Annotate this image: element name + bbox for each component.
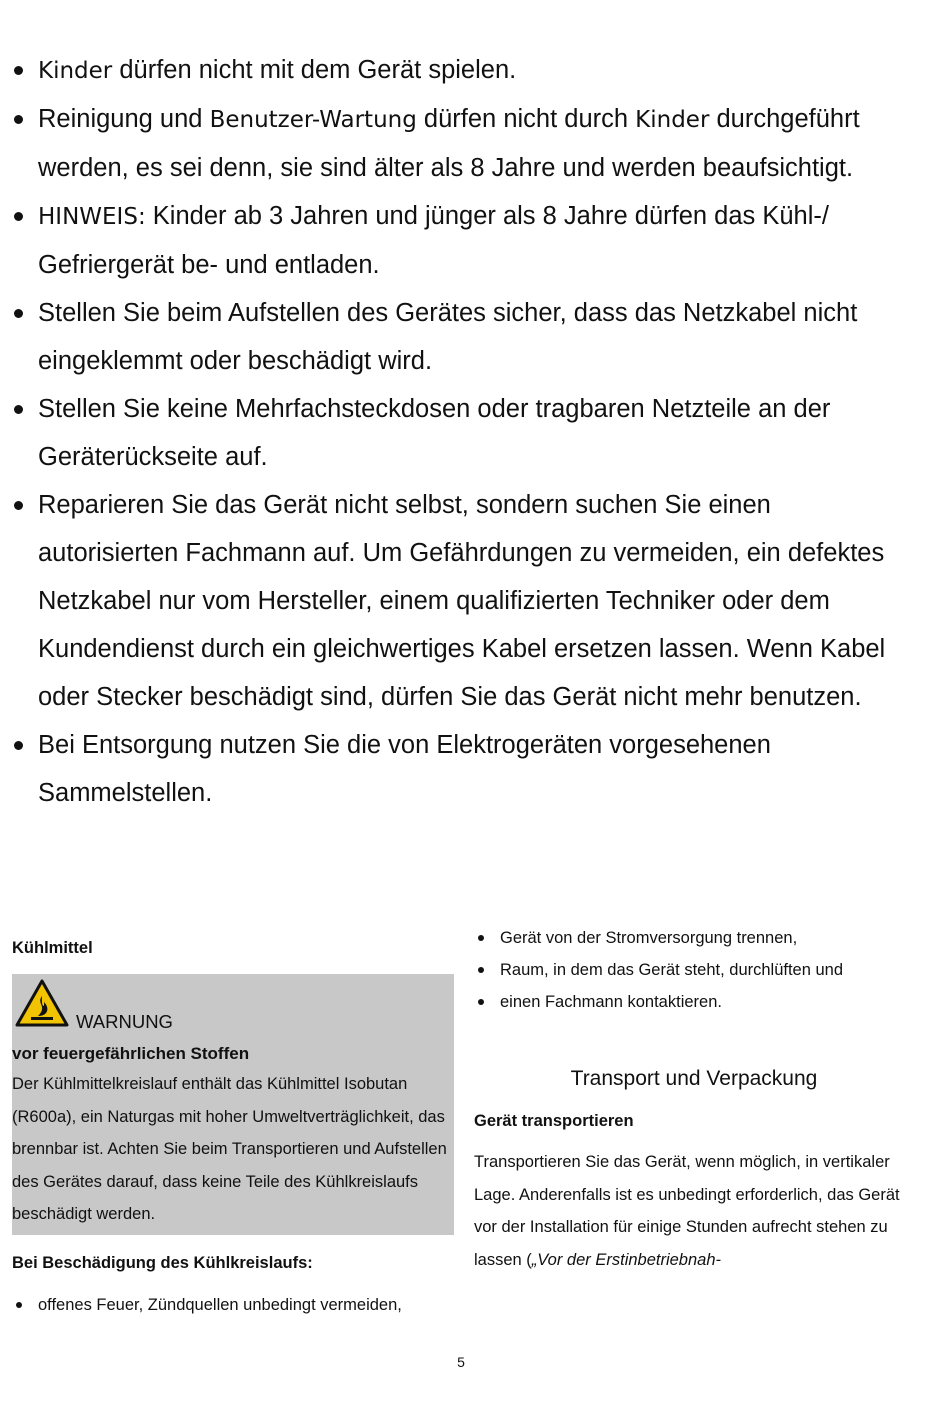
warning-subtitle: vor feuergefährlichen Stoffen [12, 1044, 250, 1063]
list-item-text: durchgeführt werden, es sei denn, sie sind älter als 8 Jahre und werden beaufsichtigt. [38, 105, 860, 182]
list-item-text: Kinder ab 3 Jahren und jünger als 8 Jahre dürfen das Kühl-/ Gefriergerät be- und entladen. [38, 202, 829, 279]
list-item [0, 721, 908, 817]
damage-heading: Bei Beschädigung des Kühlkreislaufs: [12, 1253, 313, 1272]
warning-text: Der Kühlmittelkreislauf enthält das Kühlmittel Isobutan (R600a), ein Naturgas mit hoher Umweltverträglichkeit, das brennbar ist. Achten Sie beim Transportieren und Aufstellen des Gerätes darauf, dass keine Teile des Kühlkreislaufs beschädigt werden. [12, 1075, 447, 1223]
keyword: HINWEIS: [38, 204, 146, 230]
list-item: Raum, in dem das Gerät steht, durchlüften und [474, 954, 914, 986]
refrigerant-section [12, 936, 452, 1321]
warning-box [12, 974, 454, 1235]
sub-heading: Gerät transportieren [474, 1112, 634, 1130]
list-item-text: dürfen nicht mit dem Gerät spielen. [112, 56, 517, 84]
list-item-text: Reparieren Sie das Gerät nicht selbst, sondern suchen Sie einen autorisierten Fachmann auf. Um Gefährdungen zu vermeiden, ein defektes Netzkabel nur vom Hersteller, einem qualifizierten Techniker oder dem Kundendienst durch ein gleichwertiges Kabel ersetzen lassen. Wenn Kabel oder Stecker beschädigt sind, dürfen Sie das Gerät nicht mehr benutzen. [38, 491, 886, 711]
list-item: einen Fachmann kontaktieren. [474, 986, 914, 1018]
section-heading: Kühlmittel [12, 939, 93, 957]
warning-header [12, 978, 452, 1036]
list-item [0, 95, 908, 192]
transport-text-reference: „Vor der Erstinbetriebnah- [531, 1250, 722, 1269]
list-item-text: Stellen Sie keine Mehrfachsteckdosen oder tragbaren Netzteile an der Geräterückseite auf. [38, 395, 831, 471]
safety-instructions-list [0, 46, 950, 817]
transport-text [474, 1146, 914, 1276]
list-item-text: dürfen nicht durch [416, 105, 636, 133]
list-item: Gerät von der Stromversorgung trennen, [474, 922, 914, 954]
list-item: offenes Feuer, Zündquellen unbedingt vermeiden, [12, 1289, 452, 1321]
warning-title: WARNUNG [76, 1011, 173, 1032]
keyword: Kinder [635, 107, 710, 133]
right-column [474, 922, 914, 1276]
flammable-warning-icon [14, 978, 70, 1040]
damage-list [12, 1289, 452, 1321]
list-item-text: Reinigung und [38, 105, 210, 133]
list-item-text: Bei Entsorgung nutzen Sie die von Elektrogeräten vorgesehenen Sammelstellen. [38, 731, 771, 807]
keyword: Benutzer-Wartung [209, 107, 417, 133]
page-number: 5 [457, 1354, 465, 1370]
list-item [0, 192, 908, 289]
list-item [0, 385, 908, 481]
transport-text-main: Transportieren Sie das Gerät, wenn möglich, in vertikaler Lage. Anderenfalls ist es unbedingt erforderlich, das Gerät vor der Installation für einige Stunden aufrecht stehen zu lassen ( [474, 1153, 900, 1269]
list-item [0, 481, 908, 721]
list-item-text: Stellen Sie beim Aufstellen des Gerätes sicher, dass das Netzkabel nicht eingeklemmt oder beschädigt wird. [38, 299, 858, 375]
section-title: Transport und Verpackung [570, 1067, 818, 1090]
list-item [0, 46, 908, 95]
keyword: Kinder [38, 58, 113, 84]
list-item [0, 289, 908, 385]
damage-steps-list [474, 922, 914, 1018]
